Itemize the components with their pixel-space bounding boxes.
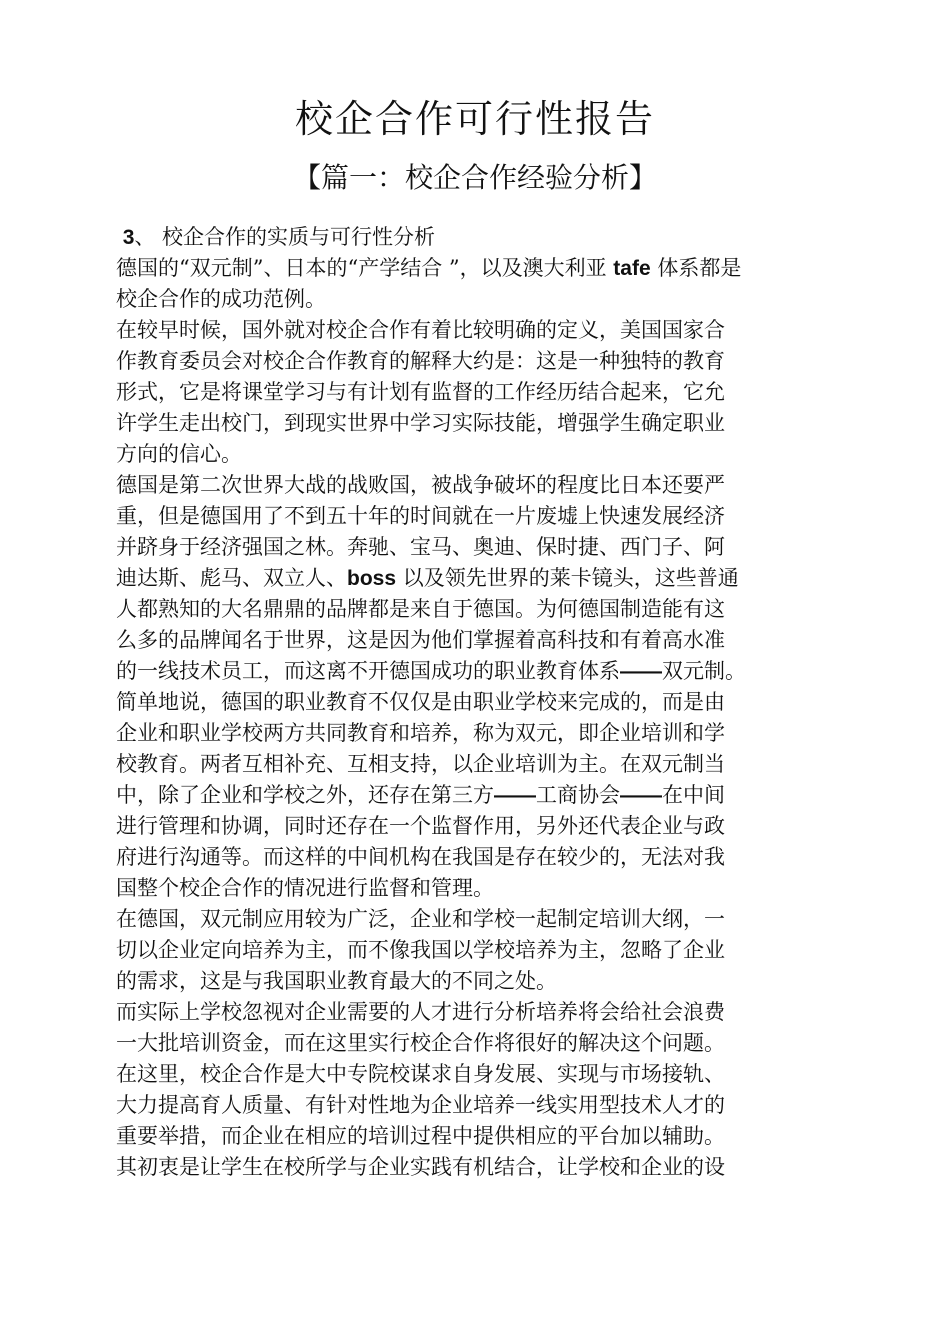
text-segment: boss (347, 567, 397, 590)
text-segment: 形式，它是将课堂学习与有计划有监督的工作经历结合起来，它允 (116, 380, 725, 404)
text-segment: 迪达斯、彪马、双立人、 (116, 566, 347, 590)
text-segment: 进行管理和协调，同时还存在一个监督作用，另外还代表企业与政 (116, 814, 725, 838)
text-segment: 以及领先世界的莱卡镜头，这些普通 (396, 566, 739, 590)
text-segment: 校教育。两者互相补充、互相支持，以企业培训为主。在双元制当 (116, 752, 725, 776)
text-segment: 的需求，这是与我国职业教育最大的不同之处。 (116, 969, 557, 993)
text-segment: 德国是第二次世界大战的战败国，被战争破坏的程度比日本还要严 (116, 473, 725, 497)
text-segment: 在这里，校企合作是大中专院校谋求自身发展、实现与市场接轨、 (116, 1062, 725, 1086)
text-line (116, 563, 856, 594)
text-segment: 在德国，双元制应用较为广泛，企业和学校一起制定培训大纲，一 (116, 907, 725, 931)
text-segment: 体系都是 (650, 256, 742, 280)
text-segment: 府进行沟通等。而这样的中间机构在我国是存在较少的，无法对我 (116, 845, 725, 869)
text-segment: 而实际上学校忽视对企业需要的人才进行分析培养将会给社会浪费 (116, 1000, 725, 1024)
document-subtitle: 【篇一：校企合作经验分析】 (292, 161, 657, 194)
text-line (116, 873, 856, 904)
text-line (116, 532, 856, 563)
text-segment: 德国的“双元制”、日本的“产学结合 ”，以及澳大利亚 (116, 256, 614, 280)
text-segment: 简单地说，德国的职业教育不仅仅是由职业学校来完成的，而是由 (116, 690, 725, 714)
text-line (116, 346, 856, 377)
text-segment: 校企合作的成功范例。 (116, 287, 326, 311)
text-line (116, 718, 856, 749)
text-segment: 并跻身于经济强国之林。奔驰、宝马、奥迪、保时捷、西门子、阿 (116, 535, 725, 559)
text-line (116, 1090, 856, 1121)
text-segment: 人都熟知的大名鼎鼎的品牌都是来自于德国。为何德国制造能有这 (116, 597, 725, 621)
text-segment: 重要举措，而企业在相应的培训过程中提供相应的平台加以辅助。 (116, 1124, 725, 1148)
text-line (116, 749, 856, 780)
section-heading (116, 222, 856, 253)
text-line (116, 315, 856, 346)
text-line (116, 284, 856, 315)
text-segment: 工商协会 (536, 783, 620, 807)
text-segment: 中，除了企业和学校之外，还存在第三方 (116, 783, 494, 807)
text-segment: 的一线技术员工，而这离不开德国成功的职业教育体系 (116, 659, 620, 683)
text-line (116, 935, 856, 966)
text-segment: 双元制。 (662, 659, 746, 683)
text-segment: tafe (613, 257, 651, 280)
text-segment: 切以企业定向培养为主，而不像我国以学校培养为主，忽略了企业 (116, 938, 725, 962)
text-line (116, 253, 856, 284)
text-segment: 在中间 (662, 783, 725, 807)
text-line (116, 1059, 856, 1090)
text-line (116, 966, 856, 997)
text-line (116, 439, 856, 470)
text-segment: 其初衷是让学生在校所学与企业实践有机结合，让学校和企业的设 (116, 1155, 725, 1179)
text-line (116, 687, 856, 718)
text-segment: 方向的信心。 (116, 442, 242, 466)
section-number: 3 (122, 226, 135, 249)
text-line (116, 625, 856, 656)
text-segment: —— (620, 660, 662, 683)
text-segment: 么多的品牌闻名于世界，这是因为他们掌握着高科技和有着高水准 (116, 628, 725, 652)
text-segment: —— (494, 784, 536, 807)
text-segment: 大力提高育人质量、有针对性地为企业培养一线实用型技术人才的 (116, 1093, 725, 1117)
text-line (116, 470, 856, 501)
text-line (116, 780, 856, 811)
text-segment: —— (620, 784, 662, 807)
text-line (116, 904, 856, 935)
text-line (116, 501, 856, 532)
section-heading-text: 、 校企合作的实质与可行性分析 (134, 225, 436, 249)
text-line (116, 1121, 856, 1152)
text-segment: 重，但是德国用了不到五十年的时间就在一片废墟上快速发展经济 (116, 504, 725, 528)
text-segment: 作教育委员会对校企合作教育的解释大约是：这是一种独特的教育 (116, 349, 725, 373)
text-line (116, 997, 856, 1028)
text-segment: 一大批培训资金，而在这里实行校企合作将很好的解决这个问题。 (116, 1031, 725, 1055)
document-title: 校企合作可行性报告 (294, 97, 655, 141)
text-line (116, 1152, 856, 1183)
text-segment: 企业和职业学校两方共同教育和培养，称为双元，即企业培训和学 (116, 721, 725, 745)
text-line (116, 594, 856, 625)
document-body (116, 222, 856, 1183)
text-line (116, 408, 856, 439)
text-segment: 国整个校企合作的情况进行监督和管理。 (116, 876, 494, 900)
text-line (116, 1028, 856, 1059)
text-line (116, 811, 856, 842)
text-line (116, 377, 856, 408)
text-line (116, 842, 856, 873)
text-line (116, 656, 856, 687)
text-segment: 许学生走出校门，到现实世界中学习实际技能，增强学生确定职业 (116, 411, 725, 435)
text-segment: 在较早时候，国外就对校企合作有着比较明确的定义，美国国家合 (116, 318, 725, 342)
